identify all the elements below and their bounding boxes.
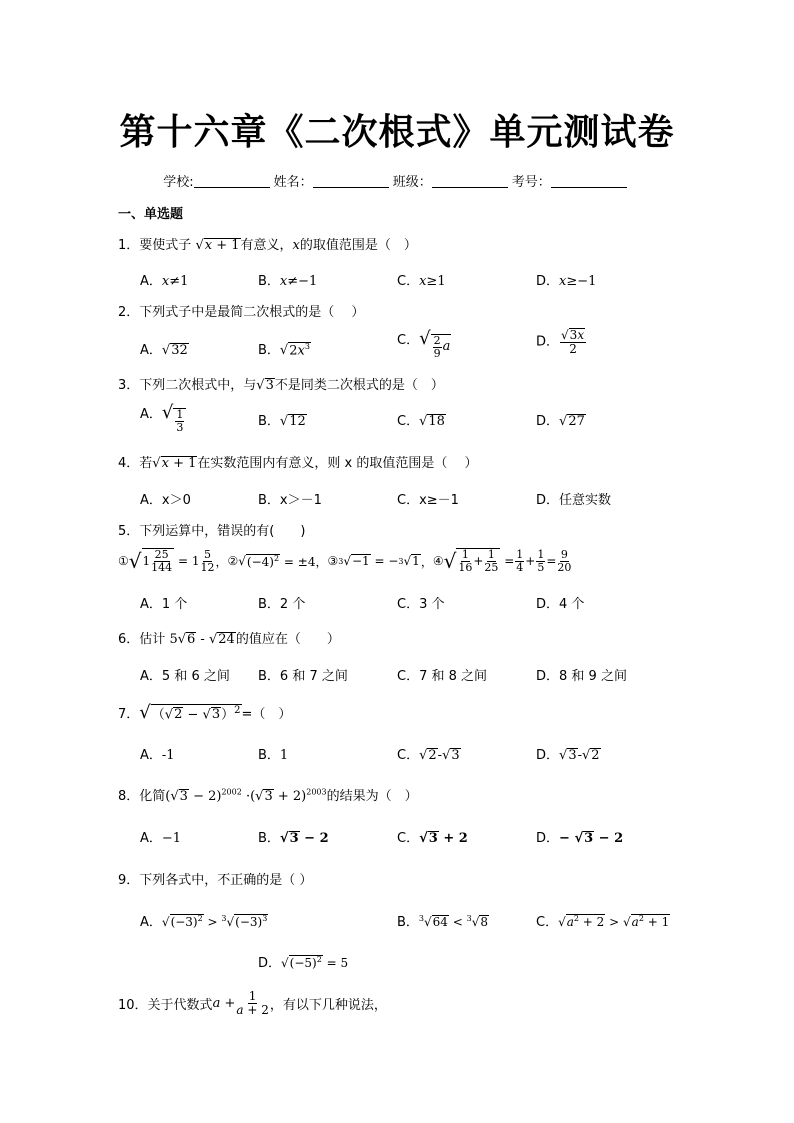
q2-option-c[interactable]: C．√ $\frac{2}{9}$ a	[397, 328, 451, 361]
question-3: 3．下列二次根式中，与√3不是同类二次根式的是（ ）	[118, 378, 444, 393]
q9-option-b[interactable]: B．$^3$√64 < $^3$√8	[397, 914, 489, 930]
q5-option-a[interactable]: A．1 个	[140, 597, 188, 612]
q1-option-d[interactable]: D．x≥−1	[536, 274, 597, 289]
q3-option-a[interactable]: A．√ $\frac{1}{3}$	[140, 402, 186, 434]
section-heading: 一、单选题	[118, 207, 184, 222]
q9-option-c[interactable]: C．$√a^2 + 2 > √a^2 + 1$	[536, 914, 670, 930]
q6-option-c[interactable]: C．7 和 8 之间	[397, 669, 488, 684]
q8-option-d[interactable]: D．− √3 − 2	[536, 831, 624, 846]
q3-option-c[interactable]: C．√18	[397, 414, 445, 429]
q4-option-a[interactable]: A．x＞0	[140, 493, 191, 508]
q2-option-b[interactable]: B．$√2x^3$	[258, 341, 310, 358]
q7-option-b[interactable]: B．1	[258, 748, 289, 763]
q2-option-d[interactable]: D． $\frac{√3x}{2}$	[536, 328, 585, 357]
q5-option-b[interactable]: B．2 个	[258, 597, 306, 612]
q8-option-a[interactable]: A．−1	[140, 831, 182, 846]
student-info-line	[0, 171, 794, 190]
q7-option-c[interactable]: C．√2-√3	[397, 748, 460, 763]
q1-option-c[interactable]: C．x≥1	[397, 274, 446, 289]
q4-option-d[interactable]: D．任意实数	[536, 493, 612, 508]
q6-option-b[interactable]: B．6 和 7 之间	[258, 669, 348, 684]
question-8: 8．化简$(√3 - 2)^{2002} \cdot(√3 + 2)^{2003}$的结果为（ ）	[118, 787, 418, 804]
school-label: 学校:	[163, 175, 194, 190]
school-blank[interactable]	[194, 174, 270, 188]
q4-option-b[interactable]: B．x＞－1	[258, 493, 322, 508]
q1-option-b[interactable]: B．x≠−1	[258, 274, 318, 289]
number-blank[interactable]	[551, 174, 627, 188]
q5-option-c[interactable]: C．3 个	[397, 597, 445, 612]
class-blank[interactable]	[432, 174, 508, 188]
q1-option-a[interactable]: A．x≠1	[140, 274, 189, 289]
name-blank[interactable]	[313, 174, 389, 188]
page-title: 第十六章《二次根式》单元测试卷	[119, 112, 675, 153]
class-label: 班级：	[392, 175, 432, 190]
q8-option-c[interactable]: C．√3 + 2	[397, 831, 468, 846]
q7-option-a[interactable]: A．-1	[140, 748, 175, 763]
q3-option-d[interactable]: D．√27	[536, 414, 585, 429]
question-10: 10． 关于代数式 a + $\frac{1}{a + 2}$ ，有以下几种说法，	[118, 989, 387, 1018]
number-label: 考号：	[511, 175, 551, 190]
question-1: 1．要使式子 √x + 1有意义，x的取值范围是（ ）	[118, 238, 417, 253]
q5-statements: ① √ 1 $\frac{25}{144}$ = 1 $\frac{5}{12}$ ， ② √ $(-4)^2$ = ±4， ③ 3 √ −1 = − 3 √ 1 ， ④ √ $\frac{1}{16}$ + $\frac{1}{25}$ = $\frac{1}{4}$ + $\frac{1}{5}$ = $\frac{9}{20}$	[118, 547, 572, 575]
question-6: 6．估计 5√6 - √24的值应在（ ）	[118, 632, 340, 647]
question-4: 4．若√x + 1在实数范围内有意义，则 x 的取值范围是（ ）	[118, 456, 478, 471]
q8-option-b[interactable]: B．√3 − 2	[258, 831, 329, 846]
q3-option-b[interactable]: B．√12	[258, 414, 306, 429]
question-2: 2．下列式子中是最简二次根式的是（ ）	[118, 305, 365, 320]
q4-option-c[interactable]: C．x≥－1	[397, 493, 459, 508]
q5-option-d[interactable]: D．4 个	[536, 597, 585, 612]
question-5: 5．下列运算中，错误的有( )	[118, 524, 306, 539]
question-7: 7．$√(√2 - √3)^2=$（ ）	[118, 702, 292, 723]
q7-option-d[interactable]: D．√3-√2	[536, 748, 600, 763]
name-label: 姓名：	[273, 175, 313, 190]
q6-option-a[interactable]: A．5 和 6 之间	[140, 669, 230, 684]
question-9: 9．下列各式中，不正确的是（ ）	[118, 873, 313, 888]
q6-option-d[interactable]: D．8 和 9 之间	[536, 669, 627, 684]
q9-option-d[interactable]: D．$√(-5)^2 = 5$	[258, 955, 349, 971]
q9-option-a[interactable]: A．$√(-3)^2 > ^3√(-3)^3$	[140, 914, 268, 930]
q2-option-a[interactable]: A．√32	[140, 343, 188, 358]
